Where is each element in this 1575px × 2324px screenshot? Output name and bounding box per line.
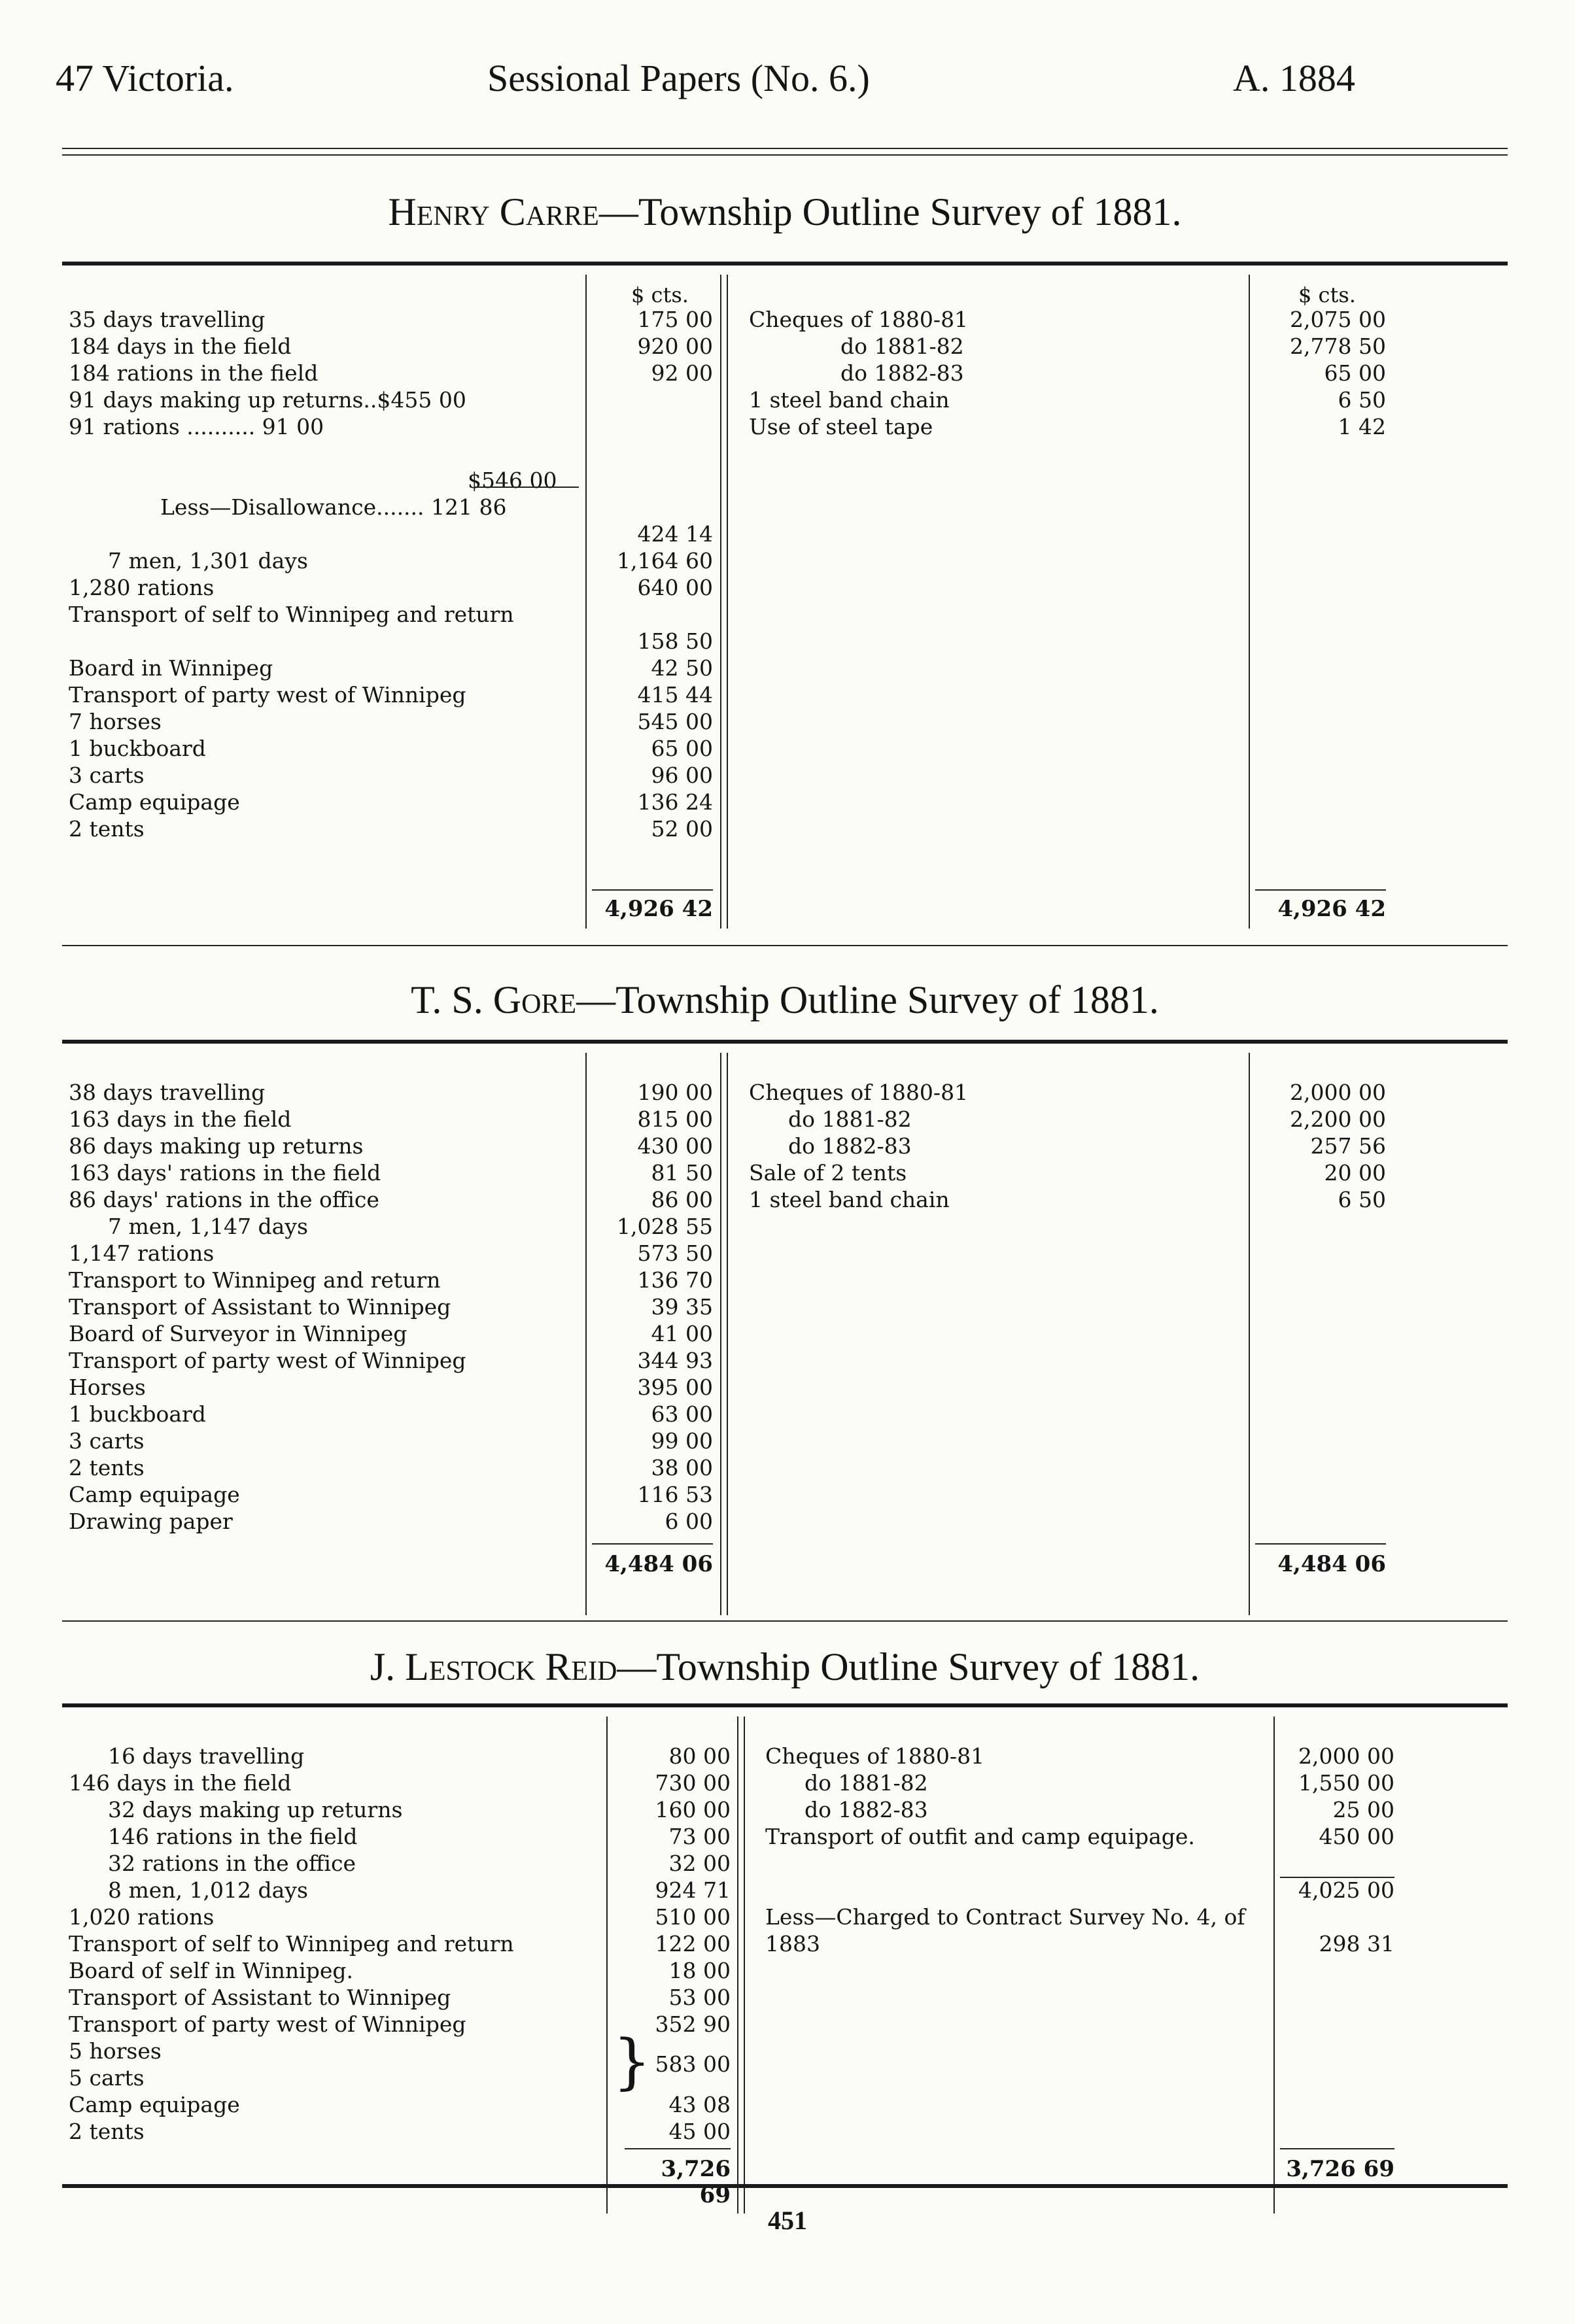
- debit-amounts: [592, 306, 713, 842]
- debit-amount: 65 00: [651, 736, 713, 761]
- debit-amount: 136 70: [637, 1267, 713, 1293]
- debit-total: 4,484 06: [604, 1551, 713, 1577]
- column-rule: [727, 1053, 728, 1615]
- credit-label: do 1882-83: [840, 360, 964, 386]
- section-title-carre: Henry Carre—Township Outline Survey of 1881.: [388, 190, 1182, 233]
- debit-amount: 190 00: [637, 1080, 713, 1105]
- debit-amount: 43 08: [668, 2092, 731, 2117]
- header-year: A. 1884: [1233, 57, 1355, 99]
- debit-label: 3 carts: [69, 762, 145, 788]
- debit-amount: 81 50: [651, 1160, 713, 1186]
- debit-amount: 6 00: [665, 1509, 713, 1534]
- debit-label: Transport of self to Winnipeg and return: [69, 602, 514, 627]
- debit-label: Camp equipage: [69, 2092, 240, 2117]
- debit-list: [69, 1743, 602, 2145]
- credit-total: 4,484 06: [1277, 1551, 1386, 1577]
- section-rule-gore: [62, 1040, 1508, 1044]
- debit-amounts: [625, 1743, 731, 2145]
- credit-amounts: [1255, 306, 1386, 440]
- debit-amount: 545 00: [637, 709, 713, 734]
- header-session: 47 Victoria.: [56, 57, 234, 99]
- debit-label: 2 tents: [69, 2119, 145, 2144]
- debit-label: Board of self in Winnipeg.: [69, 1958, 353, 1983]
- debit-amount: 640 00: [637, 575, 713, 600]
- debit-list: [69, 1079, 579, 1535]
- debit-label: 2 tents: [69, 1455, 145, 1480]
- section-rule-reid: [62, 1703, 1508, 1707]
- total-rule: [1280, 2148, 1394, 2149]
- dollars-cents-heading: $ cts.: [631, 282, 689, 307]
- header-rule-bottom: [62, 154, 1508, 156]
- column-rule: [585, 275, 587, 929]
- debit-amount: 18 00: [668, 1958, 731, 1983]
- column-rule: [727, 275, 728, 929]
- debit-amount: [592, 386, 713, 413]
- subtotal-rule: [474, 487, 579, 488]
- debit-label: 1,020 rations: [69, 1904, 215, 1930]
- debit-amount: 158 50: [637, 628, 713, 654]
- column-rule: [720, 1053, 721, 1615]
- debit-label: Transport of party west of Winnipeg: [69, 682, 466, 708]
- column-rule: [744, 1717, 745, 2213]
- debit-label: Transport of party west of Winnipeg: [69, 1348, 466, 1373]
- credit-label: do 1882-83: [788, 1133, 912, 1159]
- debit-label: Camp equipage: [69, 1482, 240, 1507]
- credit-amount: 2,778 50: [1290, 333, 1386, 359]
- debit-label: Transport of party west of Winnipeg: [69, 2011, 466, 2037]
- credit-label: 1 steel band chain: [749, 1187, 950, 1212]
- credit-amount: 6 50: [1338, 1187, 1386, 1212]
- column-rule: [585, 1053, 587, 1615]
- credit-label: Cheques of 1880-81: [749, 1080, 969, 1105]
- debit-label: 32 days making up returns: [108, 1797, 403, 1822]
- debit-amount: 86 00: [651, 1187, 713, 1212]
- header-papers: Sessional Papers (No. 6.): [487, 57, 870, 99]
- debit-amount: 136 24: [637, 789, 713, 815]
- debit-list: [69, 306, 579, 842]
- debit-amount: 42 50: [651, 655, 713, 681]
- credit-label: do 1881-82: [788, 1106, 912, 1132]
- account-table-reid: [69, 1717, 1508, 2213]
- debit-label: 5 carts: [69, 2065, 145, 2091]
- debit-label: Board in Winnipeg: [69, 655, 273, 681]
- debit-amount: 815 00: [637, 1106, 713, 1132]
- brace-symbol: }: [613, 2026, 651, 2096]
- credit-amounts: [1280, 1743, 1394, 1957]
- debit-label: 5 horses: [69, 2038, 162, 2064]
- debit-amount: 80 00: [668, 1743, 731, 1769]
- debit-amount: 116 53: [637, 1482, 713, 1507]
- subtotal-rule: [1280, 1877, 1394, 1878]
- credit-total: 3,726 69: [1286, 2156, 1394, 2182]
- debit-label: 146 days in the field: [69, 1770, 292, 1796]
- debit-amount: 96 00: [651, 762, 713, 788]
- column-rule: [720, 275, 721, 929]
- section-title-gore: T. S. Gore—Township Outline Survey of 1881.: [411, 978, 1159, 1021]
- debit-label: 8 men, 1,012 days: [108, 1877, 308, 1903]
- debit-amount: 430 00: [637, 1133, 713, 1159]
- credit-amount: 2,000 00: [1290, 1080, 1386, 1105]
- debit-amount: 730 00: [655, 1770, 731, 1796]
- debit-label: 86 days making up returns: [69, 1133, 364, 1159]
- section-rule-carre: [62, 262, 1508, 265]
- debit-amount: 52 00: [651, 816, 713, 842]
- debit-label: 2 tents: [69, 816, 145, 842]
- debit-amount: 1,164 60: [617, 548, 713, 573]
- debit-amount: 41 00: [651, 1321, 713, 1346]
- credit-amount: 20 00: [1324, 1160, 1386, 1186]
- debit-label: 7 men, 1,301 days: [108, 548, 308, 573]
- credit-amount: 2,000 00: [1298, 1743, 1394, 1769]
- credit-amount: 65 00: [1324, 360, 1386, 386]
- debit-label: Transport to Winnipeg and return: [69, 1267, 441, 1293]
- debit-label: 91 rations .......... 91 00: [69, 414, 324, 439]
- debit-amount: [592, 494, 713, 521]
- debit-label: 38 days travelling: [69, 1080, 266, 1105]
- credit-amount: 1,550 00: [1298, 1770, 1394, 1796]
- debit-amount: 73 00: [668, 1824, 731, 1849]
- debit-amount: 395 00: [637, 1375, 713, 1400]
- credit-label: Use of steel tape: [749, 414, 933, 439]
- credit-label: do 1882-83: [805, 1797, 928, 1822]
- credit-amount: 1 42: [1338, 414, 1386, 439]
- account-table-gore: [69, 1053, 1508, 1615]
- debit-label: 146 rations in the field: [108, 1824, 358, 1849]
- debit-label: 7 horses: [69, 709, 162, 734]
- credit-amount: 6 50: [1338, 387, 1386, 413]
- debit-amount: 920 00: [637, 333, 713, 359]
- debit-amount: [592, 467, 713, 494]
- page-number: 451: [768, 2206, 807, 2235]
- debit-amount: 1,028 55: [617, 1214, 713, 1239]
- debit-label: 3 carts: [69, 1428, 145, 1454]
- debit-amount: 415 44: [637, 682, 713, 708]
- debit-label: Transport of Assistant to Winnipeg: [69, 1294, 451, 1320]
- section-title-reid: J. Lestock Reid—Township Outline Survey of 1881.: [370, 1645, 1200, 1688]
- credit-amount: 450 00: [1319, 1824, 1394, 1849]
- credit-subtotal: 4,025 00: [1298, 1877, 1394, 1903]
- debit-amount: 175 00: [637, 307, 713, 332]
- debit-amount: 53 00: [668, 1985, 731, 2010]
- debit-amount: 352 90: [655, 2011, 731, 2037]
- total-rule: [592, 1543, 713, 1545]
- page-end-rule: [62, 2184, 1508, 2188]
- credit-amount: 25 00: [1332, 1797, 1394, 1822]
- debit-label: 7 men, 1,147 days: [108, 1214, 308, 1239]
- debit-total: 3,726 69: [661, 2156, 731, 2208]
- debit-amount: 38 00: [651, 1455, 713, 1480]
- credit-label: 1 steel band chain: [749, 387, 950, 413]
- debit-label: Transport of self to Winnipeg and return: [69, 1931, 514, 1957]
- credit-list: [765, 1743, 1269, 1957]
- credit-less-amount: 298 31: [1319, 1931, 1394, 1957]
- credit-amounts: [1255, 1079, 1386, 1213]
- credit-label: Cheques of 1880-81: [749, 307, 969, 332]
- debit-amount: 99 00: [651, 1428, 713, 1454]
- credit-amount: 257 56: [1310, 1133, 1386, 1159]
- debit-label: 86 days' rations in the office: [69, 1187, 379, 1212]
- credit-label: Transport of outfit and camp equipage.: [765, 1824, 1195, 1849]
- debit-label: Camp equipage: [69, 789, 240, 815]
- debit-amount: 924 71: [655, 1877, 731, 1903]
- debit-label: 1,280 rations: [69, 575, 215, 600]
- debit-label: Drawing paper: [69, 1509, 233, 1534]
- debit-label: Horses: [69, 1375, 146, 1400]
- debit-amount: 63 00: [651, 1401, 713, 1427]
- debit-label: 184 rations in the field: [69, 360, 319, 386]
- credit-less-label: Less—Charged to Contract Survey No. 4, of 1883: [765, 1904, 1245, 1957]
- section-end-rule: [62, 1620, 1508, 1622]
- debit-label: 1 buckboard: [69, 736, 206, 761]
- debit-amount: 92 00: [651, 360, 713, 386]
- credit-amount: 2,200 00: [1290, 1106, 1386, 1132]
- total-rule: [1255, 1543, 1386, 1545]
- column-rule: [1249, 275, 1250, 929]
- total-rule: [1255, 889, 1386, 891]
- debit-label: Board of Surveyor in Winnipeg: [69, 1321, 407, 1346]
- debit-label: 1,147 rations: [69, 1240, 215, 1266]
- debit-amount: 573 50: [637, 1240, 713, 1266]
- column-rule: [606, 1717, 608, 2213]
- header-rule-top: [62, 148, 1508, 149]
- debit-label: [69, 521, 579, 547]
- credit-list: [749, 306, 1239, 440]
- debit-amount: [592, 413, 713, 440]
- debit-label: $546 00: [468, 468, 557, 493]
- credit-total: 4,926 42: [1277, 896, 1386, 922]
- debit-label: 163 days in the field: [69, 1106, 292, 1132]
- credit-amount: 2,075 00: [1290, 307, 1386, 332]
- account-table-carre: [69, 275, 1508, 929]
- debit-total: 4,926 42: [604, 896, 713, 922]
- column-rule: [737, 1717, 738, 2213]
- debit-amount: 45 00: [668, 2119, 731, 2144]
- credit-list: [749, 1079, 1239, 1213]
- column-rule: [1249, 1053, 1250, 1615]
- brace-amount: 583 00: [655, 2051, 731, 2077]
- credit-label: Cheques of 1880-81: [765, 1743, 985, 1769]
- debit-label: Transport of Assistant to Winnipeg: [69, 1985, 451, 2010]
- debit-amount: 424 14: [637, 521, 713, 547]
- credit-label: do 1881-82: [805, 1770, 928, 1796]
- page-header: [0, 39, 1575, 111]
- debit-amount: 160 00: [655, 1797, 731, 1822]
- debit-label: 91 days making up returns..$455 00: [69, 387, 466, 413]
- debit-label: 35 days travelling: [69, 307, 266, 332]
- debit-label: 163 days' rations in the field: [69, 1160, 381, 1186]
- debit-label: 16 days travelling: [108, 1743, 305, 1769]
- total-rule: [625, 2148, 731, 2149]
- debit-label: Less—Disallowance....... 121 86: [160, 494, 507, 520]
- debit-label: 32 rations in the office: [108, 1851, 356, 1876]
- debit-amount: 32 00: [668, 1851, 731, 1876]
- debit-amounts: [592, 1079, 713, 1535]
- debit-label: 184 days in the field: [69, 333, 292, 359]
- debit-amount: 39 35: [651, 1294, 713, 1320]
- column-rule: [1273, 1717, 1275, 2213]
- section-end-rule: [62, 945, 1508, 946]
- dollars-cents-heading: $ cts.: [1298, 282, 1356, 307]
- debit-amount: 510 00: [655, 1904, 731, 1930]
- credit-label: do 1881-82: [840, 333, 964, 359]
- debit-amount: 122 00: [655, 1931, 731, 1957]
- debit-amount: 344 93: [637, 1348, 713, 1373]
- credit-label: Sale of 2 tents: [749, 1160, 907, 1186]
- debit-label: 1 buckboard: [69, 1401, 206, 1427]
- total-rule: [592, 889, 713, 891]
